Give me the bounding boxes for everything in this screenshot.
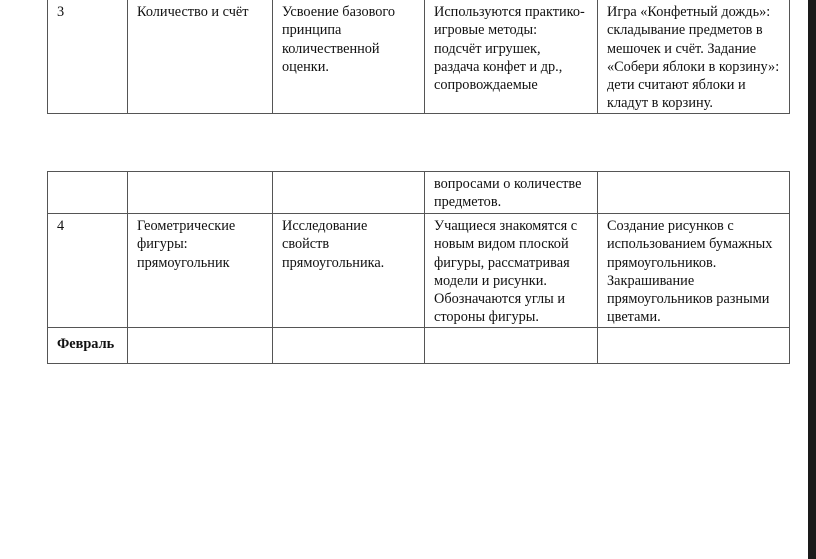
activities-cell: Создание рисунков с использованием бумажных прямоугольников. Закрашивание прямоугольников разными цветами. (598, 214, 790, 328)
lesson-plan-table-bottom (47, 171, 790, 364)
empty-cell (425, 327, 598, 363)
topic-cell: Количество и счёт (128, 0, 273, 113)
month-label-cell: Февраль (48, 327, 128, 363)
table-row (48, 172, 790, 214)
empty-cell (273, 172, 425, 214)
methods-cell: Используются практико-игровые методы: подсчёт игрушек, раздача конфет и др., сопровождаемые (425, 0, 598, 113)
topic-cell: Геометрические фигуры: прямоугольник (128, 214, 273, 328)
goal-cell: Усвоение базового принципа количественной оценки. (273, 0, 425, 113)
empty-cell (48, 172, 128, 214)
lesson-plan-table-top (47, 0, 790, 114)
table-row (48, 214, 790, 328)
table-row (48, 0, 790, 113)
empty-cell (128, 327, 273, 363)
empty-cell (128, 172, 273, 214)
activities-cell: Игра «Конфетный дождь»: складывание предметов в мешочек и счёт. Задание «Собери яблоки в корзину»: дети считают яблоки и кладут в корзину. (598, 0, 790, 113)
methods-continuation-cell: вопросами о количестве предметов. (425, 172, 598, 214)
row-number-cell: 3 (48, 0, 128, 113)
empty-cell (598, 327, 790, 363)
table-row (48, 327, 790, 363)
empty-cell (273, 327, 425, 363)
goal-cell: Исследование свойств прямоугольника. (273, 214, 425, 328)
row-number-cell: 4 (48, 214, 128, 328)
page-edge-bar (808, 0, 816, 559)
empty-cell (598, 172, 790, 214)
methods-cell: Учащиеся знакомятся с новым видом плоской фигуры, рассматривая модели и рисунки. Обозначаются углы и стороны фигуры. (425, 214, 598, 328)
